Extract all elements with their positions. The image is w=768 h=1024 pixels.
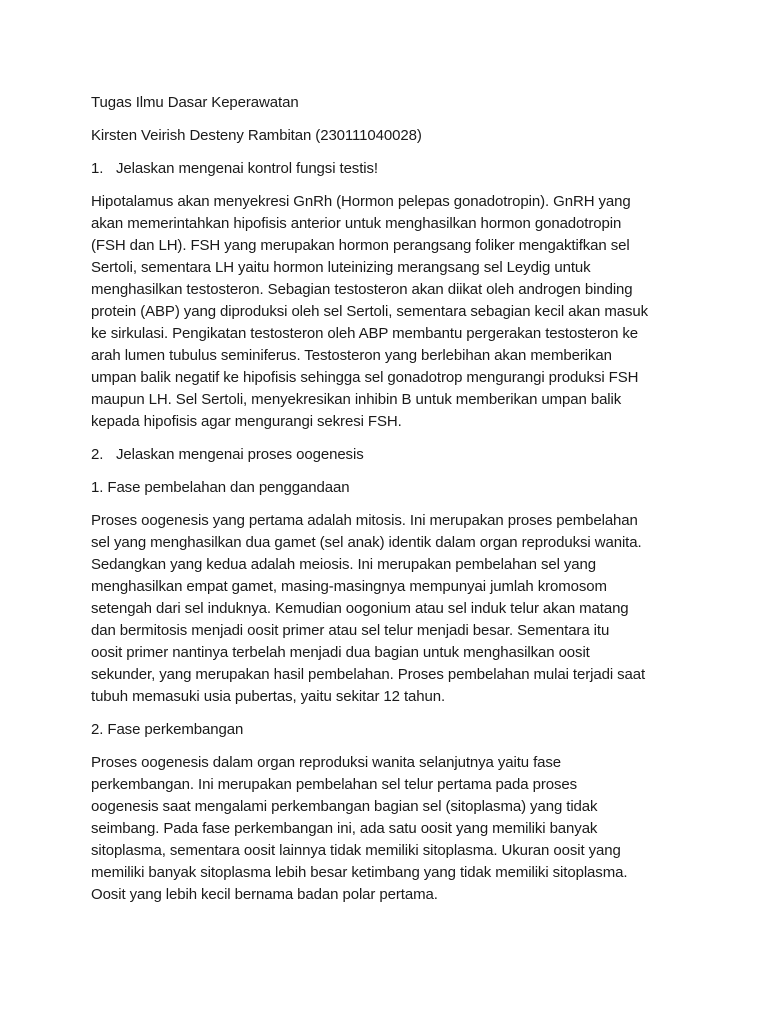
answer-line: memiliki banyak sitoplasma lebih besar ketimbang yang tidak memiliki sitoplasma.: [91, 864, 628, 881]
answer-line: kepada hipofisis agar mengurangi sekresi FSH.: [91, 413, 402, 430]
answer-line: Hipotalamus akan menyekresi GnRh (Hormon pelepas gonadotropin). GnRH yang: [91, 193, 631, 210]
answer-line: Sertoli, sementara LH yaitu hormon luteinizing merangsang sel Leydig untuk: [91, 259, 591, 276]
answer-line: setengah dari sel induknya. Kemudian oogonium atau sel induk telur akan matang: [91, 600, 629, 617]
document-title: Tugas Ilmu Dasar Keperawatan: [91, 94, 299, 111]
answer-line: Sedangkan yang kedua adalah meiosis. Ini merupakan pembelahan sel yang: [91, 556, 597, 573]
answer-line: umpan balik negatif ke hipofisis sehingga sel gonadotrop mengurangi produksi FSH: [91, 369, 639, 386]
answer-line: akan memerintahkan hipofisis anterior untuk menghasilkan hormon gonadotropin: [91, 215, 622, 232]
answer-line: sekunder, yang merupakan hasil pembelahan. Proses pembelahan mulai terjadi saat: [91, 666, 646, 683]
section-heading-perkembangan: 2. Fase perkembangan: [91, 721, 244, 738]
question-2: [91, 444, 688, 466]
answer-line: Oosit yang lebih kecil bernama badan polar pertama.: [91, 886, 438, 903]
answer-line: sitoplasma, sementara oosit lainnya tidak memiliki sitoplasma. Ukuran oosit yang: [91, 842, 621, 859]
question-1-text: Jelaskan mengenai kontrol fungsi testis!: [116, 160, 378, 177]
question-1: [91, 158, 688, 180]
section-heading-pembelahan: 1. Fase pembelahan dan penggandaan: [91, 479, 350, 496]
answer-line: protein (ABP) yang diproduksi oleh sel Sertoli, sementara sebagian kecil akan masuk: [91, 303, 648, 320]
answer-line: tubuh memasuki usia pubertas, yaitu sekitar 12 tahun.: [91, 688, 446, 705]
answer-line: ke sirkulasi. Pengikatan testosteron oleh ABP membantu pergerakan testosteron ke: [91, 325, 639, 342]
answer-line: dan bermitosis menjadi oosit primer atau sel telur menjadi besar. Sementara itu: [91, 622, 610, 639]
author-line: Kirsten Veirish Desteny Rambitan (230111040028): [91, 127, 422, 144]
question-1-number: 1.: [91, 160, 104, 177]
answer-line: menghasilkan testosteron. Sebagian testosteron akan diikat oleh androgen binding: [91, 281, 633, 298]
answer-line: seimbang. Pada fase perkembangan ini, ada satu oosit yang memiliki banyak: [91, 820, 598, 837]
answer-line: oogenesis saat mengalami perkembangan bagian sel (sitoplasma) yang tidak: [91, 798, 598, 815]
answer-line: Proses oogenesis dalam organ reproduksi wanita selanjutnya yaitu fase: [91, 754, 562, 771]
answer-line: perkembangan. Ini merupakan pembelahan sel telur pertama pada proses: [91, 776, 578, 793]
section-paragraph-pembelahan: [91, 510, 688, 708]
question-2-number: 2.: [91, 446, 104, 463]
answer-line: sel yang menghasilkan dua gamet (sel anak) identik dalam organ reproduksi wanita.: [91, 534, 642, 551]
answer-line: maupun LH. Sel Sertoli, menyekresikan inhibin B untuk memberikan umpan balik: [91, 391, 622, 408]
answer-line: arah lumen tubulus seminiferus. Testosteron yang berlebihan akan memberikan: [91, 347, 612, 364]
answer-1-paragraph: [91, 191, 688, 433]
section-paragraph-perkembangan: [91, 752, 688, 906]
answer-line: menghasilkan empat gamet, masing-masingnya mempunyai jumlah kromosom: [91, 578, 607, 595]
answer-line: Proses oogenesis yang pertama adalah mitosis. Ini merupakan proses pembelahan: [91, 512, 638, 529]
answer-line: (FSH dan LH). FSH yang merupakan hormon perangsang foliker mengaktifkan sel: [91, 237, 630, 254]
answer-line: oosit primer nantinya terbelah menjadi dua bagian untuk menghasilkan oosit: [91, 644, 590, 661]
question-2-text: Jelaskan mengenai proses oogenesis: [116, 446, 364, 463]
